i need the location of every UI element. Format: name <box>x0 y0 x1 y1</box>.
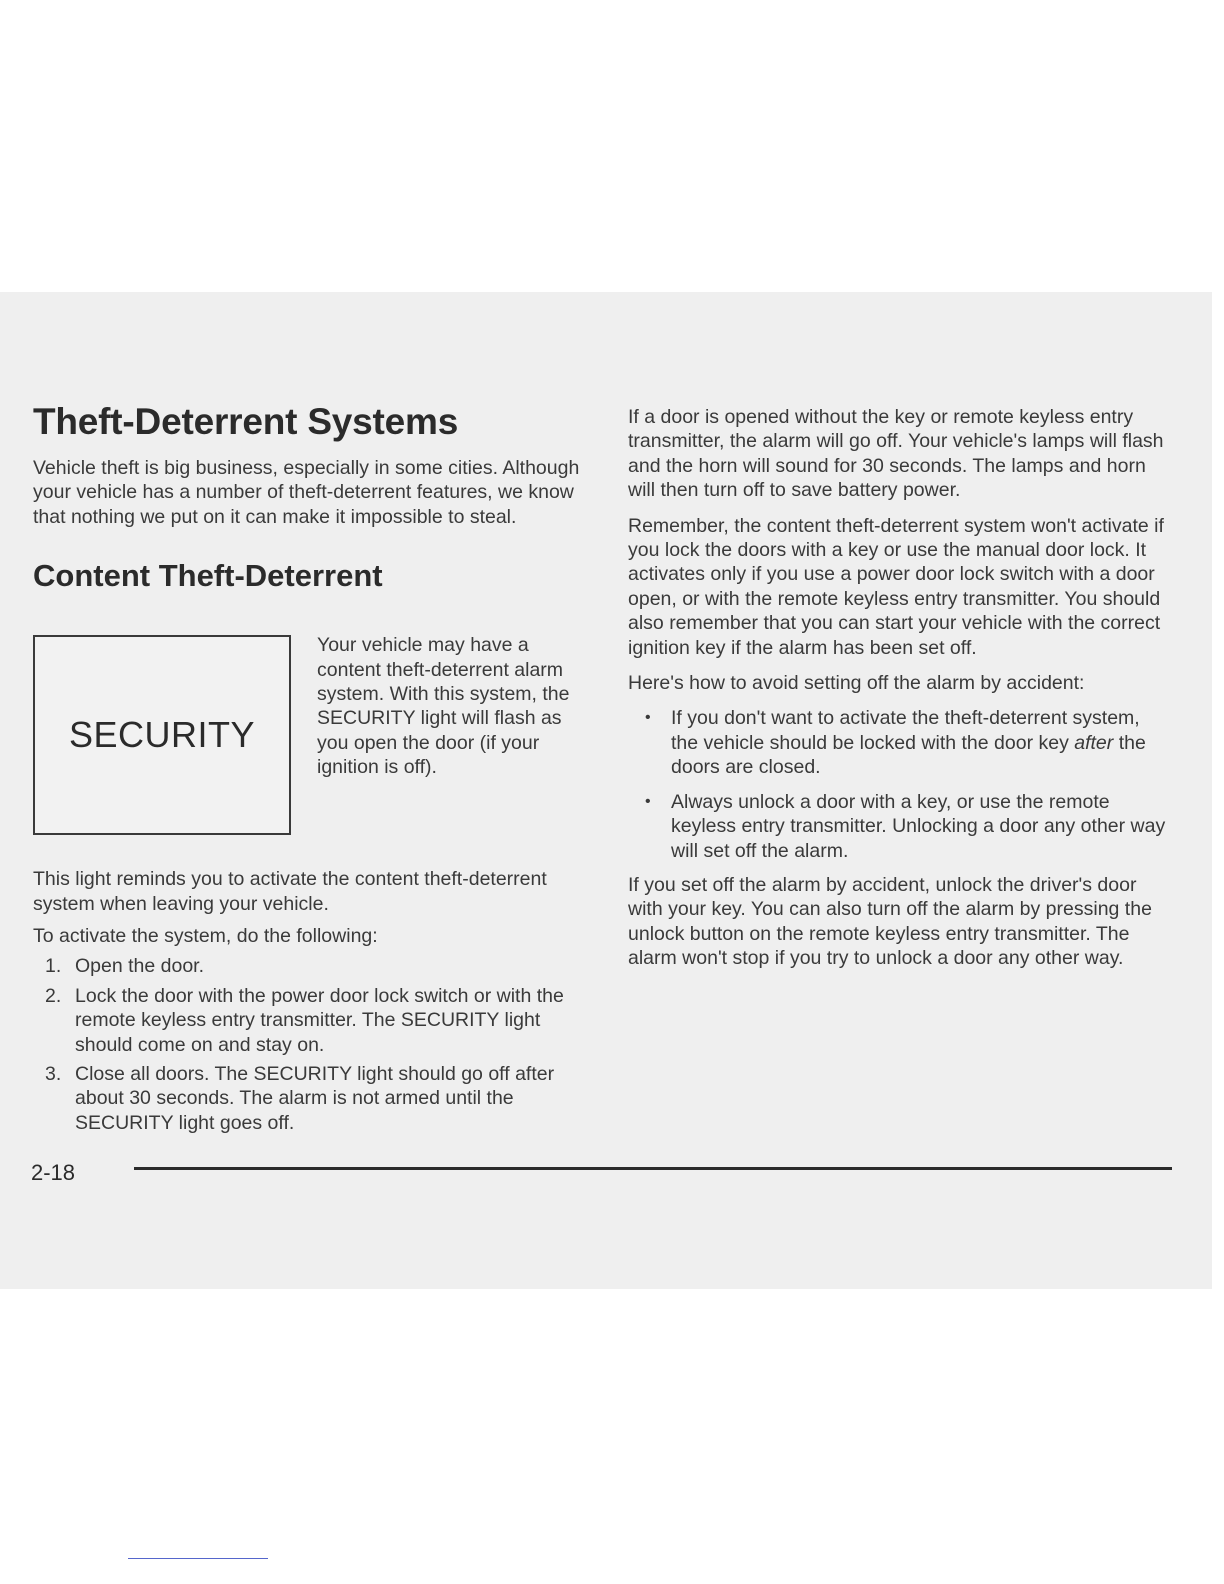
alarm-paragraph: If a door is opened without the key or remote keyless entry transmitter, the alarm will go off. Your vehicle's lamps will flash and the horn will sound for 30 seconds. The lamps and horn will then turn off to save battery power. <box>628 406 1164 502</box>
step-number: 2. <box>45 984 62 1007</box>
bullet-icon: • <box>645 792 651 810</box>
step-text: Close all doors. The SECURITY light should go off after about 30 seconds. The alarm is not armed until the SECURITY light goes off. <box>75 1063 555 1134</box>
step-item <box>33 1062 583 1135</box>
list-item <box>628 790 1168 863</box>
step-item <box>33 954 583 978</box>
bullet-icon: • <box>645 709 651 727</box>
right-column <box>628 405 1168 971</box>
bullet-text: If you don't want to activate the theft-deterrent system, the vehicle should be locked with the door key after the doors are closed. <box>671 707 1146 779</box>
page-number: 2-18 <box>31 1160 76 1185</box>
step-text: Open the door. <box>75 955 205 978</box>
remember-paragraph: Remember, the content theft-deterrent system won't activate if you lock the doors with a key or use the manual door lock. It activates only if you use a power door lock switch with a door open, or with the remote keyless entry transmitter. You should also remember that you can start your vehicle with the correct ignition key if the alarm has been set off. <box>628 514 1164 659</box>
bullet-text: Always unlock a door with a key, or use the remote keyless entry transmitter. Unlocking a door any other way will set off the alarm. <box>671 790 1166 862</box>
link-underline <box>128 1558 268 1559</box>
accident-paragraph: If you set off the alarm by accident, unlock the driver's door with your key. You can also turn off the alarm by pressing the unlock button on the remote keyless entry transmitter. The alarm won't stop if you try to unlock a door any other way. <box>628 873 1152 970</box>
step-number: 3. <box>45 1063 62 1086</box>
avoid-intro: Here's how to avoid setting off the alarm by accident: <box>628 672 1085 695</box>
activation-steps <box>33 954 583 1135</box>
list-item <box>628 706 1168 779</box>
page-title: Theft-Deterrent Systems <box>33 401 459 442</box>
security-light-illustration <box>33 635 291 835</box>
step-text: Lock the door with the power door lock switch or with the remote keyless entry transmitter. The SECURITY light should come on and stay on. <box>75 984 564 1056</box>
reminder-paragraph: This light reminds you to activate the content theft-deterrent system when leaving your vehicle. <box>33 868 547 915</box>
footer-divider <box>134 1167 1172 1170</box>
left-column <box>33 400 583 1140</box>
intro-paragraph: Vehicle theft is big business, especially in some cities. Although your vehicle has a number of theft-deterrent features, we know that nothing we put on it can make it impossible to steal. <box>33 457 580 528</box>
security-indicator-block <box>33 633 583 839</box>
security-description: Your vehicle may have a content theft-deterrent alarm system. With this system, the SECURITY light will flash as you open the door (if your ignition is off). <box>317 634 570 779</box>
steps-intro: To activate the system, do the following: <box>33 925 378 948</box>
section-heading: Content Theft-Deterrent <box>33 558 383 594</box>
security-light-label: SECURITY <box>68 714 256 756</box>
step-item <box>33 984 583 1057</box>
avoid-list <box>628 706 1168 862</box>
step-number: 1. <box>45 955 62 978</box>
